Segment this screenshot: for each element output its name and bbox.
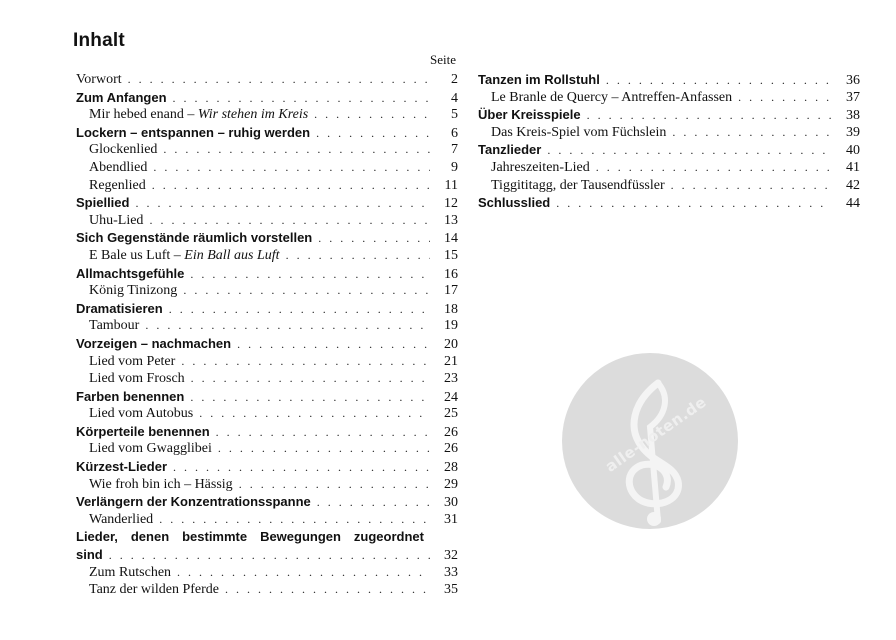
dot-leader xyxy=(556,195,832,213)
dot-leader xyxy=(216,424,430,442)
toc-entry-text: Le Branle de Quercy – Antreffen-Anfassen xyxy=(491,89,733,105)
dot-leader xyxy=(149,212,430,230)
toc-entry-text: Vorwort xyxy=(76,72,122,87)
toc-entry[interactable] xyxy=(76,212,458,230)
toc-entry-page: 33 xyxy=(444,564,458,580)
dot-leader xyxy=(169,301,430,319)
dot-leader xyxy=(317,494,430,512)
toc-entry-label xyxy=(89,370,185,388)
toc-entry-label xyxy=(89,317,139,335)
toc-entry-label xyxy=(491,124,666,142)
toc-entry[interactable] xyxy=(76,159,458,177)
toc-entry[interactable] xyxy=(76,300,458,318)
toc-entry-label xyxy=(76,71,122,89)
toc-entry-text: Farben benennen xyxy=(76,388,185,404)
toc-entry-label xyxy=(478,194,550,212)
toc-entry-text: Tanzen im Rollstuhl xyxy=(478,72,600,87)
toc-entry-label xyxy=(89,106,308,124)
toc-entry-label xyxy=(89,212,143,230)
dot-leader xyxy=(163,141,430,159)
toc-entry[interactable] xyxy=(76,370,458,388)
toc-entry[interactable] xyxy=(76,564,458,582)
toc-entry-text: Tambour xyxy=(89,318,140,334)
toc-entry-label xyxy=(89,440,212,458)
toc-entry-label xyxy=(89,177,146,195)
toc-entry-page: 4 xyxy=(451,90,458,106)
dot-leader xyxy=(109,547,430,565)
toc-entry[interactable] xyxy=(76,71,458,89)
toc-entry-multiline[interactable] xyxy=(76,528,458,563)
toc-entry-label xyxy=(491,89,732,107)
toc-entry-word: denen xyxy=(130,529,170,545)
dot-leader xyxy=(177,564,430,582)
toc-entry-text: Mir hebed enand – xyxy=(89,107,198,123)
toc-entry-page: 42 xyxy=(846,177,860,193)
toc-entry-page: 26 xyxy=(444,441,458,457)
toc-entry[interactable] xyxy=(478,106,860,124)
toc-entry[interactable] xyxy=(76,247,458,265)
dot-leader xyxy=(606,72,832,90)
toc-entry-label xyxy=(76,335,231,353)
toc-entry-label xyxy=(76,265,184,283)
toc-entry-label xyxy=(76,423,210,441)
toc-entry-word: Lieder, xyxy=(76,529,118,545)
toc-entry[interactable] xyxy=(76,177,458,195)
dot-leader xyxy=(181,353,430,371)
toc-entry[interactable] xyxy=(76,423,458,441)
toc-right-list xyxy=(478,71,860,212)
toc-entry-text: Tiggititagg, der Tausendfüssler xyxy=(491,177,665,193)
dot-leader xyxy=(587,107,832,125)
dot-leader xyxy=(239,476,430,494)
toc-entry[interactable] xyxy=(76,141,458,159)
toc-entry-italic-text: Ein Ball aus Luft xyxy=(184,247,280,263)
toc-entry-page: 31 xyxy=(444,511,458,527)
toc-entry-label xyxy=(76,458,167,476)
toc-entry-label xyxy=(89,511,153,529)
toc-entry-text: Wie froh bin ich – Hässig xyxy=(89,476,233,492)
toc-entry-text: Spiellied xyxy=(76,195,130,211)
toc-entry-text: Körperteile benennen xyxy=(76,423,210,439)
dot-leader xyxy=(173,90,430,108)
toc-entry-text: Uhu-Lied xyxy=(89,212,144,228)
toc-entry-text: Tanzlieder xyxy=(478,142,542,158)
toc-entry-word: Bewegungen xyxy=(260,529,341,545)
toc-entry[interactable] xyxy=(76,440,458,458)
dot-leader xyxy=(159,511,430,529)
toc-entry-multiline-line1 xyxy=(76,528,424,546)
toc-entry-text: E Bale us Luft – xyxy=(89,247,185,263)
toc-entry-page: 14 xyxy=(444,231,458,247)
page-title: Inhalt xyxy=(73,30,125,51)
toc-entry-label xyxy=(478,141,541,159)
dot-leader xyxy=(152,177,430,195)
toc-entry-word: zugeordnet xyxy=(353,529,424,545)
toc-entry-page: 36 xyxy=(846,73,860,88)
toc-entry-page: 20 xyxy=(444,336,458,352)
toc-entry-italic-text: Wir stehen im Kreis xyxy=(197,107,309,123)
toc-entry-label xyxy=(89,247,280,265)
dot-leader xyxy=(190,389,430,407)
toc-entry-label xyxy=(76,388,184,406)
toc-entry-label xyxy=(76,493,311,511)
toc-entry[interactable] xyxy=(76,194,458,212)
toc-entry-page: 39 xyxy=(846,124,860,140)
dot-leader xyxy=(153,159,430,177)
toc-entry-label xyxy=(89,353,175,371)
dot-leader xyxy=(173,459,430,477)
toc-entry-text: Lied vom Autobus xyxy=(89,406,194,422)
toc-entry-text: Regenlied xyxy=(89,177,146,193)
toc-entry-text: Das Kreis-Spiel vom Füchslein xyxy=(491,124,667,140)
toc-entry-page: 40 xyxy=(846,143,860,159)
toc-entry[interactable] xyxy=(478,177,860,195)
dot-leader xyxy=(237,336,430,354)
toc-entry-text: Lied vom Frosch xyxy=(89,371,185,387)
toc-entry[interactable] xyxy=(76,229,458,247)
toc-entry-text: Zum Anfangen xyxy=(76,89,167,105)
toc-entry-page: 15 xyxy=(444,247,458,263)
toc-entry-page: 26 xyxy=(444,424,458,440)
toc-entry-label xyxy=(89,564,171,582)
watermark-text: alle-noten.de xyxy=(602,392,710,476)
toc-entry-page: 28 xyxy=(444,460,458,476)
dot-leader xyxy=(191,370,430,388)
toc-entry[interactable] xyxy=(76,335,458,353)
toc-entry[interactable] xyxy=(478,159,860,177)
toc-entry-text: Schlusslied xyxy=(478,195,551,211)
toc-entry-text: Vorzeigen – nachmachen xyxy=(76,335,232,351)
toc-entry-page: 41 xyxy=(846,159,860,175)
toc-entry-page: 35 xyxy=(444,582,458,598)
toc-entry-page: 17 xyxy=(444,283,458,299)
toc-entry-label xyxy=(76,300,163,318)
toc-entry-label xyxy=(89,581,219,599)
toc-entry-page: 38 xyxy=(846,108,860,124)
dot-leader xyxy=(135,195,430,213)
toc-left-list xyxy=(76,71,458,528)
toc-entry[interactable] xyxy=(76,493,458,511)
toc-entry[interactable] xyxy=(478,89,860,107)
dot-leader xyxy=(225,581,430,599)
toc-entry[interactable] xyxy=(76,106,458,124)
toc-entry-page: 23 xyxy=(444,371,458,387)
toc-entry-label xyxy=(89,282,177,300)
toc-entry-page: 6 xyxy=(451,125,458,141)
toc-entry[interactable] xyxy=(76,511,458,529)
dot-leader xyxy=(286,247,430,265)
toc-entry-page: 7 xyxy=(451,142,458,158)
toc-entry-text: Wanderlied xyxy=(89,511,154,527)
toc-entry-text: Sich Gegenstände räumlich vorstellen xyxy=(76,230,313,246)
toc-entry[interactable] xyxy=(478,194,860,212)
toc-entry-label xyxy=(76,89,167,107)
toc-entry-page: 13 xyxy=(444,212,458,228)
dot-leader xyxy=(145,317,430,335)
toc-entry-label xyxy=(478,71,600,89)
toc-entry-page: 37 xyxy=(846,89,860,105)
toc-entry-page: 18 xyxy=(444,301,458,317)
toc-entry-label xyxy=(89,141,157,159)
dot-leader xyxy=(128,71,430,89)
toc-entry-page: 30 xyxy=(444,495,458,511)
toc-entry-text: Jahreszeiten-Lied xyxy=(491,159,590,175)
toc-entry-text: Lied vom Peter xyxy=(89,353,176,369)
toc-entry-word: bestimmte xyxy=(182,529,248,545)
watermark-logo xyxy=(562,353,738,529)
dot-leader xyxy=(596,159,832,177)
toc-entry-text: Abendlied xyxy=(89,159,148,175)
dot-leader xyxy=(316,125,430,143)
toc-left-column xyxy=(76,71,458,599)
toc-entry-page: 12 xyxy=(444,196,458,212)
dot-leader xyxy=(183,282,430,300)
dot-leader xyxy=(547,142,832,160)
toc-entry-label xyxy=(89,476,233,494)
dot-leader xyxy=(671,177,832,195)
toc-entry[interactable] xyxy=(76,265,458,283)
toc-entry-label xyxy=(76,124,310,142)
toc-entry-text: Verlängern der Konzentrationsspanne xyxy=(76,494,311,510)
toc-entry[interactable] xyxy=(76,458,458,476)
toc-entry[interactable] xyxy=(76,282,458,300)
toc-entry-label xyxy=(76,229,312,247)
toc-entry-label xyxy=(491,159,590,177)
toc-entry-label xyxy=(491,177,665,195)
dot-leader xyxy=(738,89,832,107)
toc-left-tail-list xyxy=(76,564,458,599)
toc-entry[interactable] xyxy=(76,89,458,107)
dot-leader xyxy=(318,230,430,248)
toc-right-column xyxy=(478,71,860,212)
toc-entry[interactable] xyxy=(478,71,860,89)
toc-entry[interactable] xyxy=(76,124,458,142)
toc-entry[interactable] xyxy=(76,353,458,371)
dot-leader xyxy=(190,266,430,284)
toc-entry-page: 32 xyxy=(444,548,458,564)
toc-entry-label xyxy=(89,405,193,423)
toc-entry-page: 2 xyxy=(451,72,458,87)
toc-entry-label xyxy=(89,159,147,177)
toc-entry-text: Über Kreisspiele xyxy=(478,107,581,123)
toc-entry-page: 21 xyxy=(444,353,458,369)
toc-entry-page: 19 xyxy=(444,318,458,334)
toc-entry-text: Tanz der wilden Pferde xyxy=(89,582,220,598)
dot-leader xyxy=(199,405,430,423)
toc-entry-page: 9 xyxy=(451,159,458,175)
toc-entry[interactable] xyxy=(76,405,458,423)
toc-entry-page: 29 xyxy=(444,476,458,492)
toc-entry-page: 16 xyxy=(444,266,458,282)
toc-entry[interactable] xyxy=(76,388,458,406)
toc-entry-text: Allmachtsgefühle xyxy=(76,265,185,281)
page-column-header: Seite xyxy=(430,52,456,67)
toc-entry-text: Dramatisieren xyxy=(76,300,163,316)
toc-entry-text: König Tinizong xyxy=(89,283,178,299)
dot-leader xyxy=(314,106,430,124)
toc-entry-text: Lockern – entspannen – ruhig werden xyxy=(76,124,311,140)
toc-entry[interactable] xyxy=(478,124,860,142)
toc-entry-text: Kürzest-Lieder xyxy=(76,459,168,475)
toc-entry-label xyxy=(478,106,581,124)
toc-entry-multiline-line2 xyxy=(76,546,458,564)
toc-entry[interactable] xyxy=(478,141,860,159)
toc-entry[interactable] xyxy=(76,581,458,599)
toc-entry-page: 24 xyxy=(444,389,458,405)
toc-entry-text: Lied vom Gwagglibei xyxy=(89,441,212,457)
dot-leader xyxy=(672,124,832,142)
toc-entry[interactable] xyxy=(76,476,458,494)
toc-entry-text: Zum Rutschen xyxy=(89,564,172,580)
toc-entry-label: sind xyxy=(76,547,103,563)
toc-entry-label xyxy=(76,194,129,212)
toc-entry[interactable] xyxy=(76,317,458,335)
toc-entry-page: 5 xyxy=(451,107,458,123)
toc-entry-page: 44 xyxy=(846,196,860,212)
toc-entry-page: 25 xyxy=(444,406,458,422)
toc-entry-page: 11 xyxy=(444,177,458,193)
toc-entry-text: Glockenlied xyxy=(89,142,158,158)
dot-leader xyxy=(218,440,430,458)
